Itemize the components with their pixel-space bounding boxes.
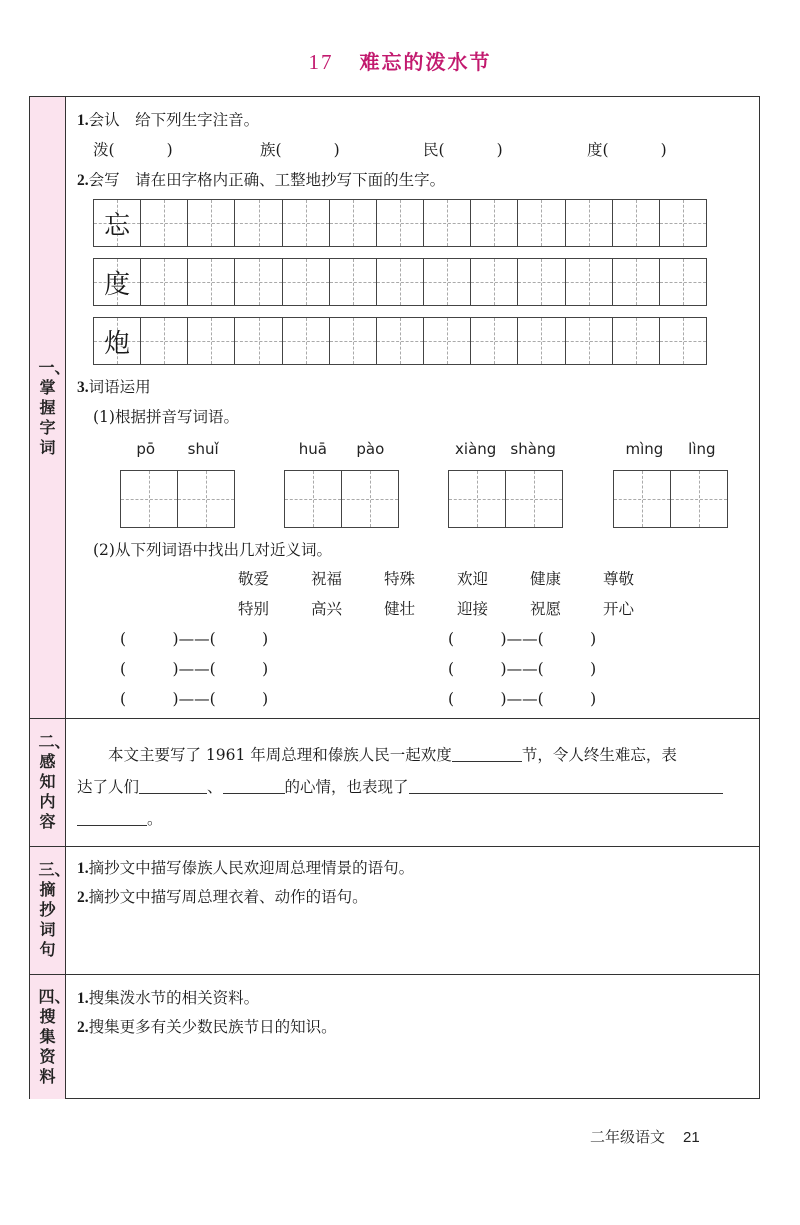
copy-task-2: 2.摘抄文中描写周总理衣着、动作的语句。 [77, 888, 368, 906]
synonym-pair-blank[interactable]: ( )——( ) [448, 690, 597, 708]
answer-blank[interactable] [139, 777, 207, 794]
q1-char-4: 度( ) [587, 141, 667, 159]
pinyin-answer-box[interactable] [613, 470, 728, 528]
writing-grid-row[interactable] [93, 258, 707, 306]
page-title [0, 46, 800, 75]
divider [30, 718, 759, 719]
word: 敬爱 [238, 570, 270, 588]
q3-heading: 3.词语运用 [77, 378, 151, 396]
word: 特别 [238, 600, 270, 618]
word: 健康 [530, 570, 562, 588]
summary-line-2: 达了人们 、 的心情，也表现了 [77, 775, 723, 797]
word: 迎接 [457, 600, 489, 618]
pinyin-group: pō shuǐ [120, 440, 235, 528]
model-char: 忘 [104, 210, 131, 241]
q1-heading: 1.会认 给下列生字注音。 [77, 111, 260, 129]
answer-blank[interactable] [223, 777, 285, 794]
worksheet-frame [29, 96, 760, 1099]
writing-grid-row[interactable] [93, 317, 707, 365]
lesson-title: 难忘的泼水节 [359, 50, 492, 74]
model-char: 炮 [104, 328, 131, 359]
word: 高兴 [311, 600, 343, 618]
synonym-pair-blank[interactable]: ( )——( ) [120, 690, 269, 708]
q2-heading: 2.会写 请在田字格内正确、工整地抄写下面的生字。 [77, 171, 446, 189]
section-label-1: 一、掌握字词 [30, 97, 66, 718]
pinyin-group: xiàng shàng [448, 440, 563, 528]
section-label-4: 四、搜集资料 [30, 974, 66, 1099]
section-label-3: 三、摘抄词句 [30, 846, 66, 974]
word: 祝愿 [530, 600, 562, 618]
model-char: 度 [104, 269, 131, 300]
synonym-pair-blank[interactable]: ( )——( ) [120, 630, 269, 648]
synonym-pair-blank[interactable]: ( )——( ) [120, 660, 269, 678]
research-task-2: 2.搜集更多有关少数民族节日的知识。 [77, 1018, 337, 1036]
pinyin-group: mìng lìng [613, 440, 728, 528]
word: 健壮 [384, 600, 416, 618]
synonym-pair-blank[interactable]: ( )——( ) [448, 660, 597, 678]
q3-sub1: (1)根据拼音写词语。 [93, 408, 239, 426]
divider [30, 974, 759, 975]
pinyin-answer-box[interactable] [284, 470, 399, 528]
writing-grid-row[interactable] [93, 199, 707, 247]
summary-line-1: 本文主要写了 1961 年周总理和傣族人民一起欢度 节，令人终生难忘，表 [108, 746, 677, 764]
grade-label: 二年级语文 [590, 1128, 666, 1146]
divider [30, 846, 759, 847]
page-number: 21 [683, 1129, 700, 1146]
answer-blank[interactable] [452, 745, 522, 762]
section-label-2: 二、感知内容 [30, 718, 66, 846]
q1-char-2: 族( ) [260, 141, 340, 159]
lesson-number: 17 [308, 50, 334, 74]
pinyin-group: huā pào [284, 440, 399, 528]
word: 特殊 [384, 570, 416, 588]
research-task-1: 1.搜集泼水节的相关资料。 [77, 989, 260, 1007]
q1-char-1: 泼( ) [93, 141, 173, 159]
word: 欢迎 [457, 570, 489, 588]
word: 开心 [603, 600, 635, 618]
q1-char-3: 民( ) [423, 141, 503, 159]
answer-blank[interactable] [77, 809, 147, 826]
answer-blank[interactable] [409, 777, 723, 794]
pinyin-answer-box[interactable] [120, 470, 235, 528]
word: 尊敬 [603, 570, 635, 588]
pinyin-answer-box[interactable] [448, 470, 563, 528]
q3-sub2: (2)从下列词语中找出几对近义词。 [93, 541, 332, 559]
summary-line-3: 。 [77, 807, 163, 829]
word: 祝福 [311, 570, 343, 588]
synonym-pair-blank[interactable]: ( )——( ) [448, 630, 597, 648]
page-footer [590, 1126, 700, 1147]
copy-task-1: 1.摘抄文中描写傣族人民欢迎周总理情景的语句。 [77, 859, 415, 877]
